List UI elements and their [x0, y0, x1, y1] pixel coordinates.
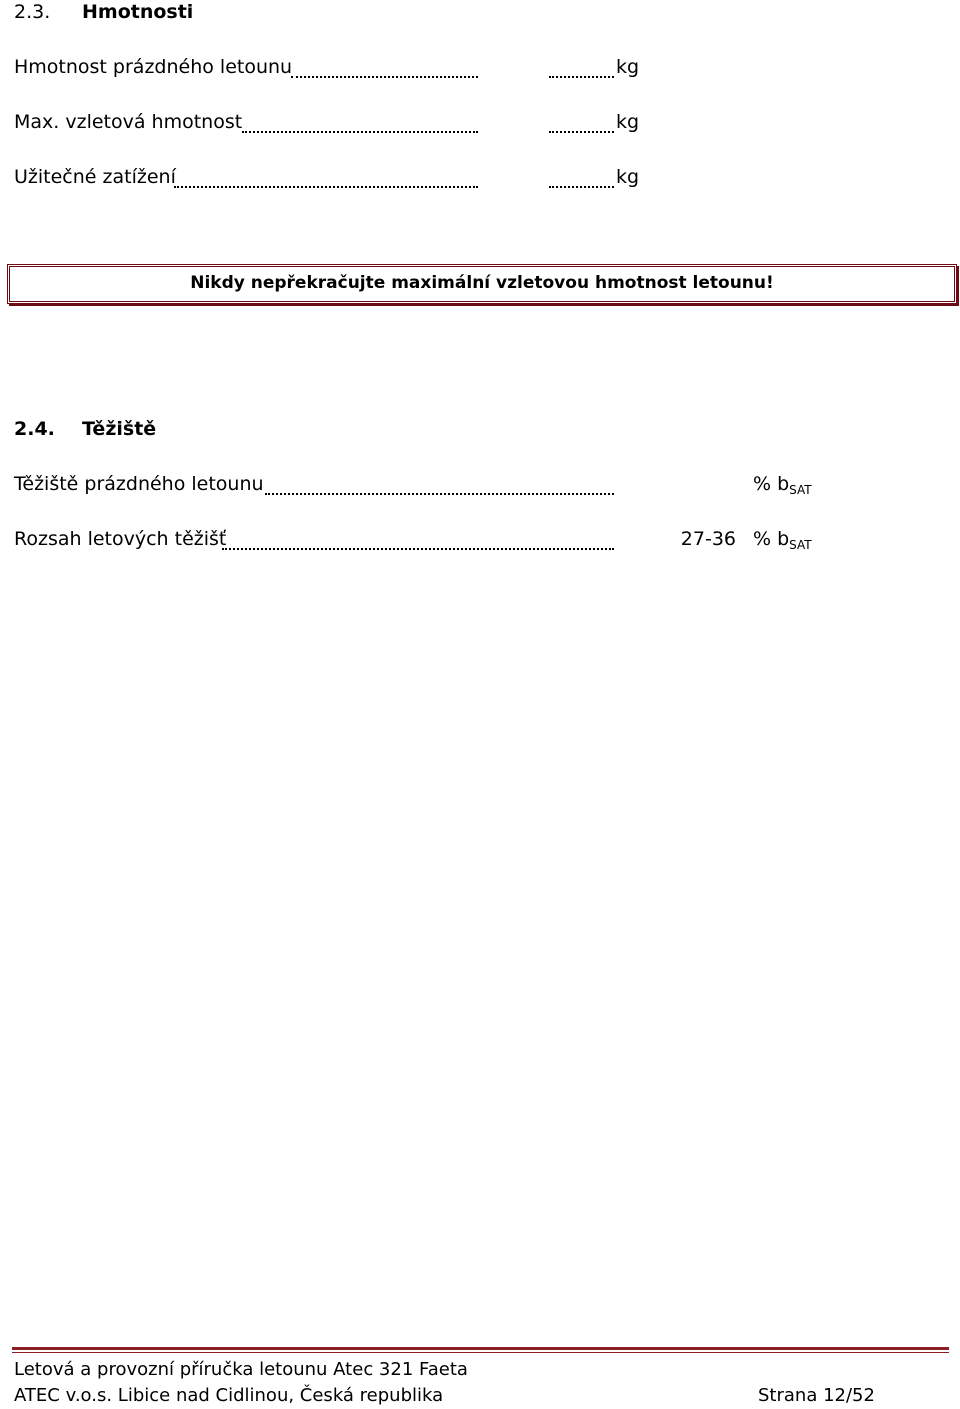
page-number: Strana 12/52	[758, 1385, 875, 1406]
section-title: Hmotnosti	[82, 1, 194, 23]
mass-row-label-empty: Hmotnost prázdného letounu	[14, 56, 293, 78]
value-fill-line	[549, 186, 614, 188]
footer-title: Letová a provozní příručka letounu Atec 321 Faeta	[14, 1359, 468, 1380]
section-heading-mass	[14, 1, 193, 23]
cg-unit	[753, 528, 812, 552]
cg-unit-text: % b	[753, 473, 790, 495]
mass-unit: kg	[616, 111, 640, 133]
value-fill-line	[549, 76, 614, 78]
cg-unit-subscript: SAT	[789, 538, 812, 552]
value-fill-line	[549, 131, 614, 133]
cg-row-label-empty: Těžiště prázdného letounu	[14, 473, 264, 495]
fill-line	[222, 548, 614, 550]
section-number: 2.3.	[14, 1, 51, 23]
cg-unit	[753, 473, 812, 497]
section-heading-cg	[14, 418, 156, 440]
cg-unit-text: % b	[753, 528, 790, 550]
section-title: Těžiště	[82, 418, 157, 440]
fill-line	[242, 131, 478, 133]
section-number: 2.4.	[14, 418, 55, 440]
warning-box	[7, 264, 957, 304]
fill-line	[174, 186, 478, 188]
cg-row-label-range: Rozsah letových těžišť	[14, 528, 227, 550]
footer-company: ATEC v.o.s. Libice nad Cidlinou, Česká republika	[14, 1385, 444, 1406]
mass-unit: kg	[616, 166, 640, 188]
cg-value: 27-36	[680, 528, 736, 550]
fill-line	[265, 493, 614, 495]
mass-row-label-payload: Užitečné zatížení	[14, 166, 176, 188]
mass-row-label-max: Max. vzletová hmotnost	[14, 111, 243, 133]
fill-line	[291, 76, 478, 78]
footer-rule	[12, 1347, 949, 1350]
cg-unit-subscript: SAT	[789, 483, 812, 497]
footer-rule-thin	[12, 1352, 949, 1353]
mass-unit: kg	[616, 56, 640, 78]
warning-text: Nikdy nepřekračujte maximální vzletovou hmotnost letounu!	[190, 273, 774, 293]
